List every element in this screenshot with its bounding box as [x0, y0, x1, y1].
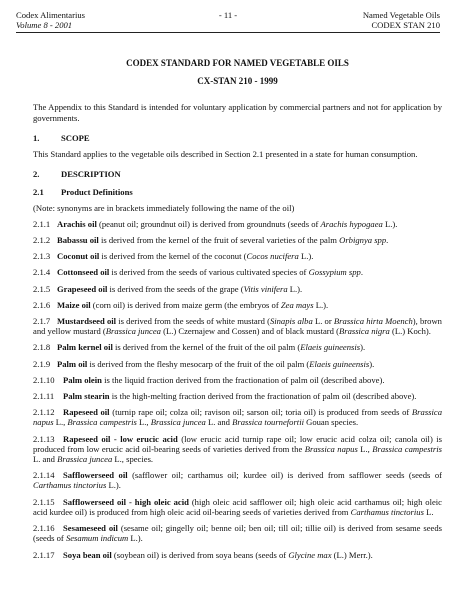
definition-item: [33, 523, 442, 543]
section-number: 1.: [33, 132, 40, 143]
section-2-heading: [33, 169, 442, 179]
document-subtitle: CX-STAN 210 - 1999: [197, 76, 278, 87]
definition-text: L. and: [33, 454, 58, 465]
definition-item: [33, 497, 442, 517]
definition-number: 2.1.13: [33, 433, 55, 444]
scientific-name: Brassica hirta Moench: [333, 316, 413, 327]
scientific-name: Brassica campestris: [67, 417, 137, 428]
definition-item: [33, 407, 442, 427]
definition-text: .: [360, 267, 363, 278]
definition-number: 2.1.12: [33, 407, 55, 418]
definition-text: L.: [423, 506, 434, 517]
definition-text: (corn oil) is derived from maize germ (the embryos of: [90, 299, 281, 310]
definition-text: is derived from the kernel of the fruit of several varieties of the palm: [98, 235, 340, 246]
definition-text: L.,: [53, 417, 68, 428]
definition-text: (L.) Czernajew and Cossen) and of black mustard (: [160, 326, 339, 337]
section-1-heading: [33, 133, 442, 143]
oil-name: Coconut oil: [57, 251, 100, 262]
oil-name: Sesameseed oil: [63, 523, 118, 534]
definition-text: (L.) Merr.).: [331, 549, 373, 560]
definition-text: L.,: [136, 417, 151, 428]
definition-text: L.).: [382, 218, 398, 229]
definition-item: [33, 219, 442, 229]
definition-text: (low erucic acid turnip rape oil; low erucic acid colza oil; canola oil) is produced from low erucic acid oil-bearing seeds of varieties derived from the: [33, 433, 443, 454]
definition-number: 2.1.8: [33, 342, 51, 353]
header-left-bottom: Volume 8 - 2001: [16, 20, 73, 30]
scientific-name: Arachis hypogaea: [320, 218, 383, 229]
scientific-name: Sinapis alba: [269, 316, 313, 327]
scientific-name: Zea mays: [280, 299, 314, 310]
scientific-name: Gossypium spp: [308, 267, 361, 278]
oil-name: Soya bean oil: [63, 549, 112, 560]
definition-item: [33, 550, 442, 560]
definition-text: L.).: [128, 533, 143, 544]
definition-item: [33, 300, 442, 310]
definition-text: is derived from the fleshy mesocarp of the fruit of the oil palm (: [87, 358, 310, 369]
oil-name: Grapeseed oil: [57, 283, 108, 294]
definition-item: [33, 434, 442, 465]
definition-number: 2.1.1: [33, 218, 51, 229]
scientific-name: Carthamus tinctorius: [33, 480, 107, 491]
header-right-bottom: CODEX STAN 210: [371, 20, 440, 30]
definition-text: (sesame oil; gingelly oil; benne oil; ben oil; till oil; tillie oil) is derived from sesame seeds (seeds of: [33, 523, 443, 544]
definition-item: [33, 375, 442, 385]
definition-text: L.).: [287, 283, 303, 294]
section-2-1-heading: [33, 187, 442, 197]
oil-name: Safflowerseed oil - high oleic acid: [63, 496, 189, 507]
definition-text: is derived from the seeds of white mustard (: [116, 316, 270, 327]
oil-name: Babassu oil: [57, 235, 99, 246]
definition-text: is derived from the kernel of the coconut (: [99, 251, 247, 262]
section-number: 2.1: [33, 187, 44, 198]
definition-text: Gouan species.: [303, 417, 359, 428]
definition-text: L., species.: [112, 454, 154, 465]
definition-number: 2.1.5: [33, 283, 51, 294]
oil-name: Palm oil: [57, 358, 88, 369]
section-title: DESCRIPTION: [61, 169, 121, 180]
scientific-name: Brassica juncea: [150, 417, 206, 428]
definition-text: (turnip rape oil; colza oil; ravison oil; sarson oil; toria oil) is produced from seeds of: [109, 407, 412, 418]
definition-item: [33, 251, 442, 261]
scientific-name: Cocos nucifera: [246, 251, 299, 262]
scope-paragraph: This Standard applies to the vegetable oils described in Section 2.1 presented in a state for human consumption.: [33, 149, 418, 160]
definition-text: ).: [369, 358, 375, 369]
scientific-name: Elaeis guineensis: [309, 358, 370, 369]
definition-text: L. or: [312, 316, 334, 327]
header-left-top: Codex Alimentarius: [16, 10, 85, 20]
definition-text: (L.) Koch).: [389, 326, 431, 337]
definition-text: L.,: [357, 443, 373, 454]
definition-text: ), brown and yellow mustard (: [33, 316, 442, 337]
definition-text: is derived from the seeds of various cultivated species of: [109, 267, 309, 278]
definition-text: is derived from the kernel of the fruit of the oil palm (: [112, 342, 301, 353]
definition-number: 2.1.6: [33, 299, 51, 310]
scientific-name: Orbignya spp: [339, 235, 387, 246]
oil-name: Cottonseed oil: [57, 267, 110, 278]
scientific-name: Carthamus tinctorius: [350, 506, 424, 517]
definition-text: (peanut oil; groundnut oil) is derived from groundnuts (seeds of: [96, 218, 321, 229]
oil-name: Rapeseed oil - low erucic acid: [63, 433, 178, 444]
oil-name: Safflowerseed oil: [63, 470, 128, 481]
oil-name: Palm stearin: [63, 391, 110, 402]
header-right-top: Named Vegetable Oils: [362, 10, 440, 20]
definition-number: 2.1.15: [33, 496, 55, 507]
oil-name: Arachis oil: [57, 218, 97, 229]
definition-item: [33, 359, 442, 369]
definition-text: (high oleic acid safflower oil; high oleic acid carthamus oil; high oleic acid kurdee oil) is produced from high oleic acid oil-bearing seeds of varieties derived from: [33, 496, 442, 517]
definition-item: [33, 470, 442, 490]
definition-number: 2.1.11: [33, 391, 55, 402]
header-page-number: - 11 -: [218, 10, 238, 20]
definition-number: 2.1.16: [33, 523, 55, 534]
oil-name: Palm kernel oil: [57, 342, 113, 353]
scientific-name: Brassica napus: [304, 443, 358, 454]
definition-text: L.).: [313, 299, 329, 310]
definition-item: [33, 284, 442, 294]
definition-item: [33, 391, 442, 401]
oil-name: Mustardseed oil: [57, 316, 117, 327]
definition-text: is the high-melting fraction derived from the fractionation of palm oil (described above).: [109, 391, 417, 402]
definition-number: 2.1.4: [33, 267, 51, 278]
definition-text: is derived from the seeds of the grape (: [107, 283, 244, 294]
page-header: [16, 10, 440, 30]
section-number: 2.: [33, 169, 40, 180]
section-title: SCOPE: [61, 132, 90, 143]
document-title: CODEX STANDARD FOR NAMED VEGETABLE OILS: [126, 58, 349, 68]
scientific-name: Brassica juncea: [57, 454, 113, 465]
definition-text: .: [386, 235, 389, 246]
definition-text: L.).: [106, 480, 121, 491]
definition-item: [33, 342, 442, 352]
oil-name: Palm olein: [63, 374, 102, 385]
definition-number: 2.1.2: [33, 235, 51, 246]
section-title: Product Definitions: [61, 187, 133, 198]
scientific-name: Vitis vinifera: [243, 283, 288, 294]
definition-item: [33, 316, 442, 336]
synonyms-note: (Note: synonyms are in brackets immediately following the name of the oil): [33, 202, 295, 213]
intro-paragraph: The Appendix to this Standard is intended for voluntary application by commercial partners and not for application by governments.: [33, 102, 442, 123]
definition-text: (safflower oil; carthamus oil; kurdee oil) is derived from safflower seeds (seeds of: [127, 470, 442, 481]
definition-item: [33, 267, 442, 277]
header-rule: [16, 32, 440, 33]
definition-text: (soybean oil) is derived from soya beans (seeds of: [111, 549, 289, 560]
definition-number: 2.1.17: [33, 549, 55, 560]
definition-text: ).: [360, 342, 366, 353]
definition-number: 2.1.7: [33, 316, 51, 327]
scientific-name: Brassica nigra: [338, 326, 390, 337]
definition-text: is the liquid fraction derived from the fractionation of palm oil (described above).: [101, 374, 385, 385]
definition-list: [33, 219, 442, 560]
definition-number: 2.1.9: [33, 358, 51, 369]
definition-item: [33, 235, 442, 245]
scientific-name: Sesamum indicum: [65, 533, 129, 544]
scientific-name: Elaeis guineensis: [300, 342, 361, 353]
oil-name: Rapeseed oil: [63, 407, 110, 418]
scientific-name: Brassica campestris: [372, 443, 443, 454]
scientific-name: Glycine max: [288, 549, 332, 560]
scientific-name: Brassica juncea: [105, 326, 161, 337]
definition-number: 2.1.14: [33, 470, 55, 481]
definition-text: L.).: [298, 251, 314, 262]
scientific-name: Brassica napus: [33, 407, 442, 428]
oil-name: Maize oil: [57, 299, 91, 310]
scientific-name: Brassica tournefortii: [232, 417, 304, 428]
definition-number: 2.1.3: [33, 251, 51, 262]
document-body: [33, 58, 442, 560]
definition-number: 2.1.10: [33, 374, 55, 385]
definition-text: L. and: [205, 417, 233, 428]
